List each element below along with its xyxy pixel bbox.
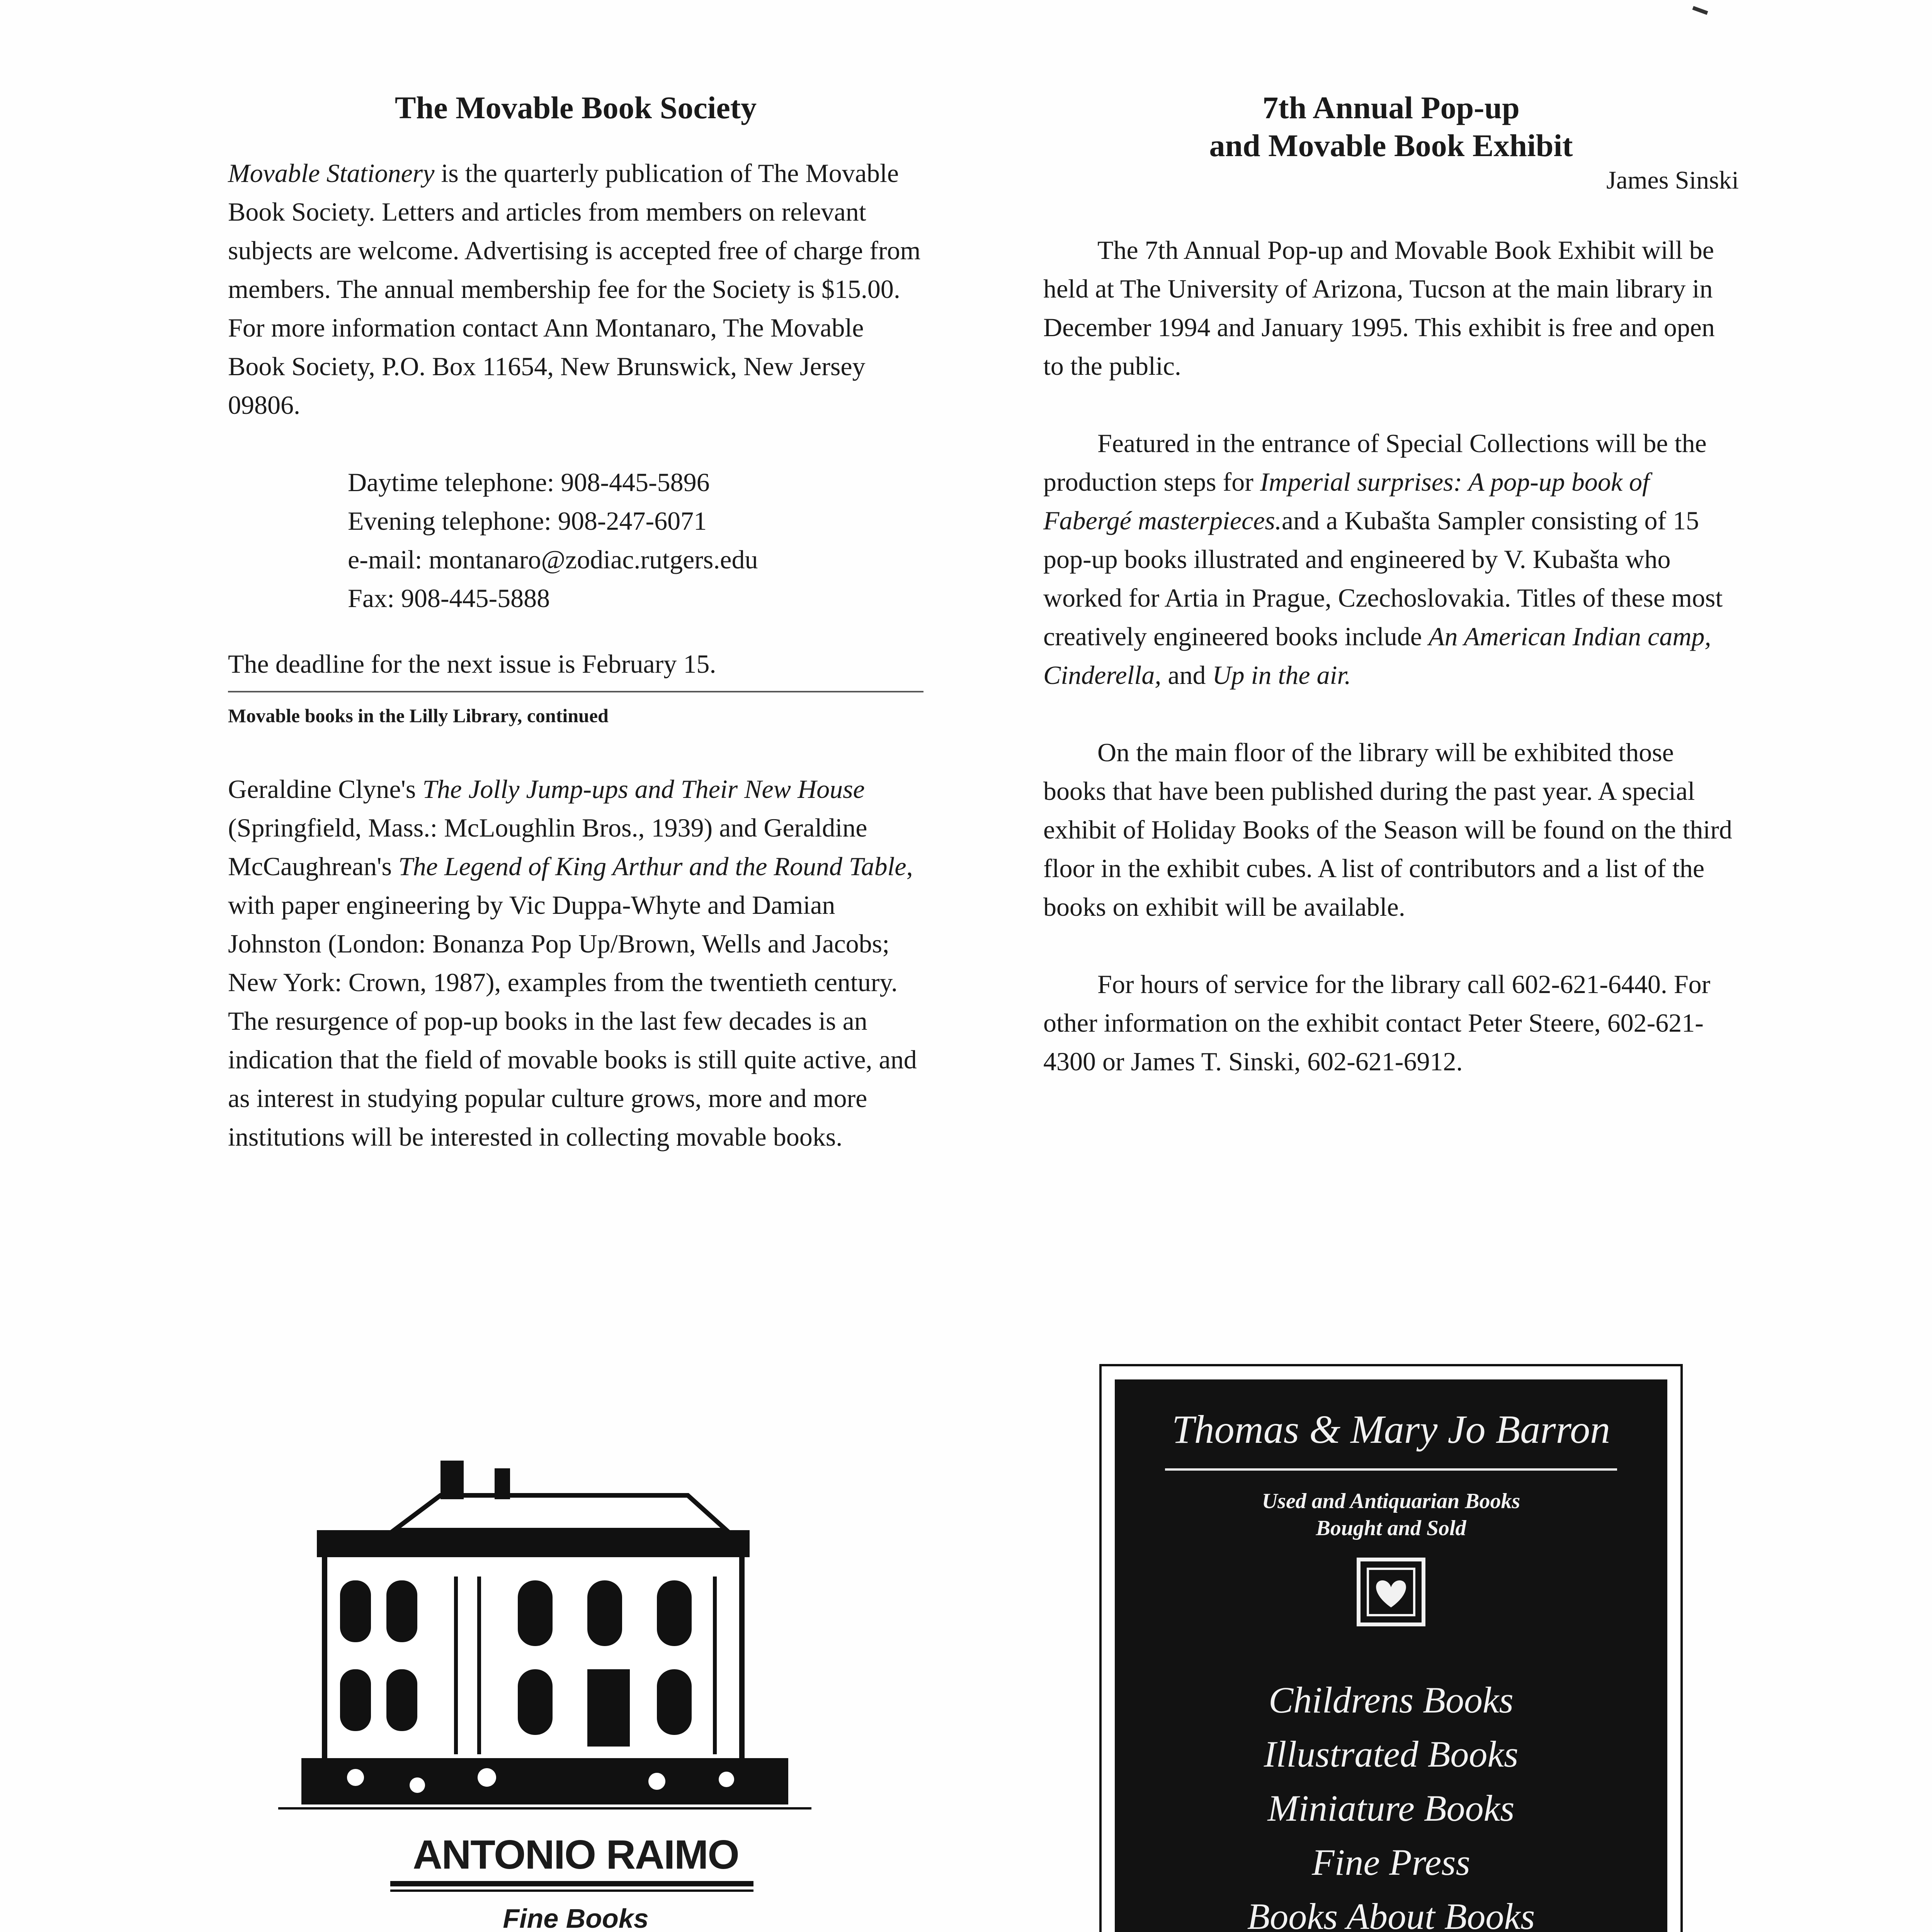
daytime-phone: Daytime telephone: 908-445-5896 xyxy=(348,468,710,497)
barron-advertisement xyxy=(1115,1379,1667,1932)
p2-title-3: Up in the air. xyxy=(1212,660,1351,690)
barron-subtitle-2: Bought and Sold xyxy=(1316,1516,1466,1540)
p2-title-1: Imperial surprises: A pop-up book of Fabergé masterpieces. xyxy=(1043,467,1650,535)
evening-phone: Evening telephone: 908-247-6071 xyxy=(348,506,707,536)
intro-text: is the quarterly publication of The Movable Book Society. Letters and articles from members on relevant subjects are welcome. Advertising is accepted free of charge from members. The annual membership fee for the Society is $15.00. For more information contact Ann Montanaro, The Movable Book Society, P.O. Box 11654, New Brunswick, New Jersey 09806. xyxy=(228,158,921,420)
left-column xyxy=(228,89,923,1156)
exhibit-title-line2: and Movable Book Exhibit xyxy=(1209,128,1573,163)
lilly-subhead: Movable books in the Lilly Library, continued xyxy=(228,705,609,727)
fax: Fax: 908-445-5888 xyxy=(348,583,550,613)
lilly-title-2: The Legend of King Arthur and the Round Table xyxy=(398,852,906,881)
barron-item: Illustrated Books xyxy=(1264,1733,1519,1775)
barron-item: Childrens Books xyxy=(1269,1679,1514,1721)
barron-item-list xyxy=(1115,1673,1667,1932)
building-illustration-icon xyxy=(278,1453,811,1832)
p2-text-1: Featured in the entrance of Special Collections will be the production steps for xyxy=(1043,428,1707,497)
raimo-name-underline-2 xyxy=(390,1889,753,1892)
publication-name: Movable Stationery xyxy=(228,158,435,188)
email: e-mail: montanaro@zodiac.rutgers.edu xyxy=(348,545,758,575)
heart-book-emblem-icon xyxy=(1356,1557,1426,1627)
barron-item: Books About Books xyxy=(1247,1896,1535,1932)
exhibit-paragraph-3: On the main floor of the library will be exhibited those books that have been published during the past year. A special exhibit of Holiday Books of the Season will be found on the third floor in the exhibit cubes. A list of contributors and a list of the books on exhibit will be available. xyxy=(1043,737,1732,922)
lilly-text-3: , with paper engineering by Vic Duppa-Whyte and Damian Johnston (London: Bonanza Pop Up/Brown, Wells and Jacobs; New York: Crown, 1987), examples from the twentieth century. The resurgence of pop-up books in the last few decades is an indication that the field of movable books is still quite active, and as interest in studying popular culture grows, more and more institutions will be interested in collecting movable books. xyxy=(228,852,917,1152)
lilly-paragraph xyxy=(228,770,923,1156)
barron-subtitle-1: Used and Antiquarian Books xyxy=(1262,1489,1520,1513)
scan-mark xyxy=(1692,6,1708,15)
barron-item: Miniature Books xyxy=(1267,1787,1515,1829)
lilly-title-1: The Jolly Jump-ups and Their New House xyxy=(422,774,865,804)
raimo-advertisement xyxy=(247,1453,904,1932)
lilly-text-1: Geraldine Clyne's xyxy=(228,774,423,804)
exhibit-title-line1: 7th Annual Pop-up xyxy=(1262,90,1520,125)
raimo-name-underline xyxy=(390,1881,753,1886)
barron-title: Thomas & Mary Jo Barron xyxy=(1172,1407,1611,1452)
raimo-name: ANTONIO RAIMO xyxy=(413,1832,739,1878)
barron-top-rule xyxy=(1165,1468,1617,1471)
exhibit-paragraph-1: The 7th Annual Pop-up and Movable Book Exhibit will be held at The University of Arizona, Tucson at the main library in December 1994 and January 1995. This exhibit is free and open to the public. xyxy=(1043,235,1715,381)
p2-title-2: An American Indian camp, Cinderella, xyxy=(1043,621,1711,690)
raimo-tagline: Fine Books xyxy=(503,1903,649,1932)
contact-block xyxy=(348,463,923,617)
exhibit-title xyxy=(1043,89,1739,165)
deadline: The deadline for the next issue is February 15. xyxy=(228,649,716,679)
society-intro xyxy=(228,154,923,424)
society-title: The Movable Book Society xyxy=(395,90,757,125)
p2-text-3: and xyxy=(1161,660,1213,690)
barron-subtitle xyxy=(1115,1488,1667,1542)
exhibit-paragraph-4: For hours of service for the library call 602-621-6440. For other information on the exhibit contact Peter Steere, 602-621-4300 or James T. Sinski, 602-621-6912. xyxy=(1043,969,1711,1076)
p2-text-2: and a Kubašta Sampler consisting of 15 pop-up books illustrated and engineered by V. Kubašta who worked for Artia in Prague, Czechoslovakia. Titles of these most creatively engineered books include xyxy=(1043,505,1723,651)
article-author: James Sinski xyxy=(1606,166,1739,194)
exhibit-paragraph-2 xyxy=(1043,424,1739,694)
lilly-text-2: (Springfield, Mass.: McLoughlin Bros., 1939) and Geraldine McCaughrean's xyxy=(228,813,867,881)
right-column xyxy=(1043,89,1739,1081)
barron-item: Fine Press xyxy=(1312,1842,1470,1883)
